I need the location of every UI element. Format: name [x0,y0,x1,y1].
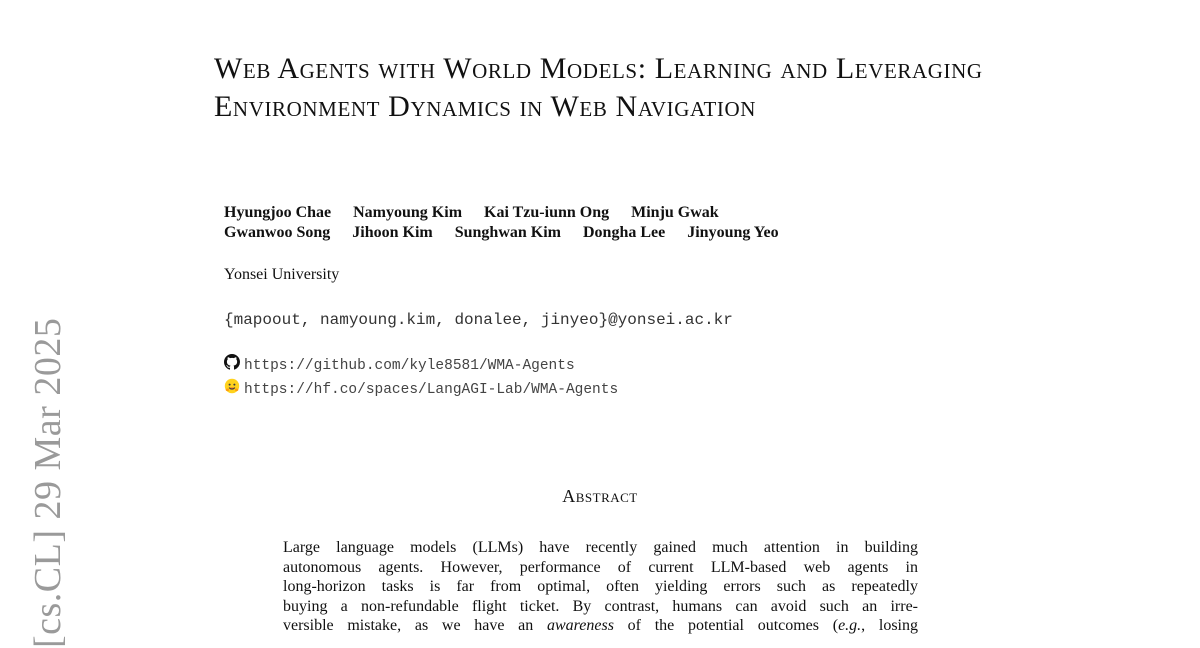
author-name: Jihoon Kim [352,224,433,241]
author-row-2 [224,223,984,243]
author-name: Dongha Lee [582,224,666,241]
author-name: Hyungjoo Chae [224,204,332,221]
arxiv-stamp-text: [cs.CL] 29 Mar 2025 [27,317,69,648]
author-name: Jinyoung Yeo [687,224,779,241]
author-name: Gwanwoo Song [224,224,331,241]
huggingface-icon [224,378,244,402]
huggingface-link-row[interactable] [224,378,618,402]
github-link[interactable]: https://github.com/kyle8581/WMA-Agents [244,357,575,374]
abstract-line: Large language models (LLMs) have recently gained much attention in building [283,539,918,556]
paper-title: Web Agents with World Models: Learning and Leveraging Environment Dynamics in Web Navigation [214,52,983,123]
author-list [224,203,984,243]
abstract-text: of the potential outcomes ( [613,617,839,634]
abstract-body [283,538,918,636]
author-name: Namyoung Kim [353,204,463,221]
arxiv-side-stamp [28,304,68,648]
abstract-line: long-horizon tasks is far from optimal, often yielding errors such as repeatedly [283,578,918,595]
github-link-row[interactable] [224,354,618,378]
affiliation: Yonsei University [224,266,340,283]
abstract-line: autonomous agents. However, performance of current LLM-based web agents in [283,558,918,576]
author-name: Minju Gwak [631,204,719,221]
abstract-line: buying a non-refundable flight ticket. By contrast, humans can avoid such an irre- [283,597,918,615]
author-emails: {mapoout, namyoung.kim, donalee, jinyeo}@yonsei.ac.kr [224,311,733,329]
abstract-emphasis: awareness [547,617,614,634]
abstract-emphasis: e.g. [838,617,862,634]
github-icon [224,354,244,378]
huggingface-link[interactable]: https://hf.co/spaces/LangAGI-Lab/WMA-Agents [244,381,619,398]
author-name: Sunghwan Kim [454,224,561,241]
abstract-heading: Abstract [562,486,638,506]
abstract-text: , losing [861,617,919,634]
author-name: Kai Tzu-iunn Ong [484,204,610,221]
resource-links [224,354,618,402]
author-row-1 [224,203,984,223]
abstract-text: versible mistake, as we have an [283,617,547,634]
abstract-line [283,616,918,636]
